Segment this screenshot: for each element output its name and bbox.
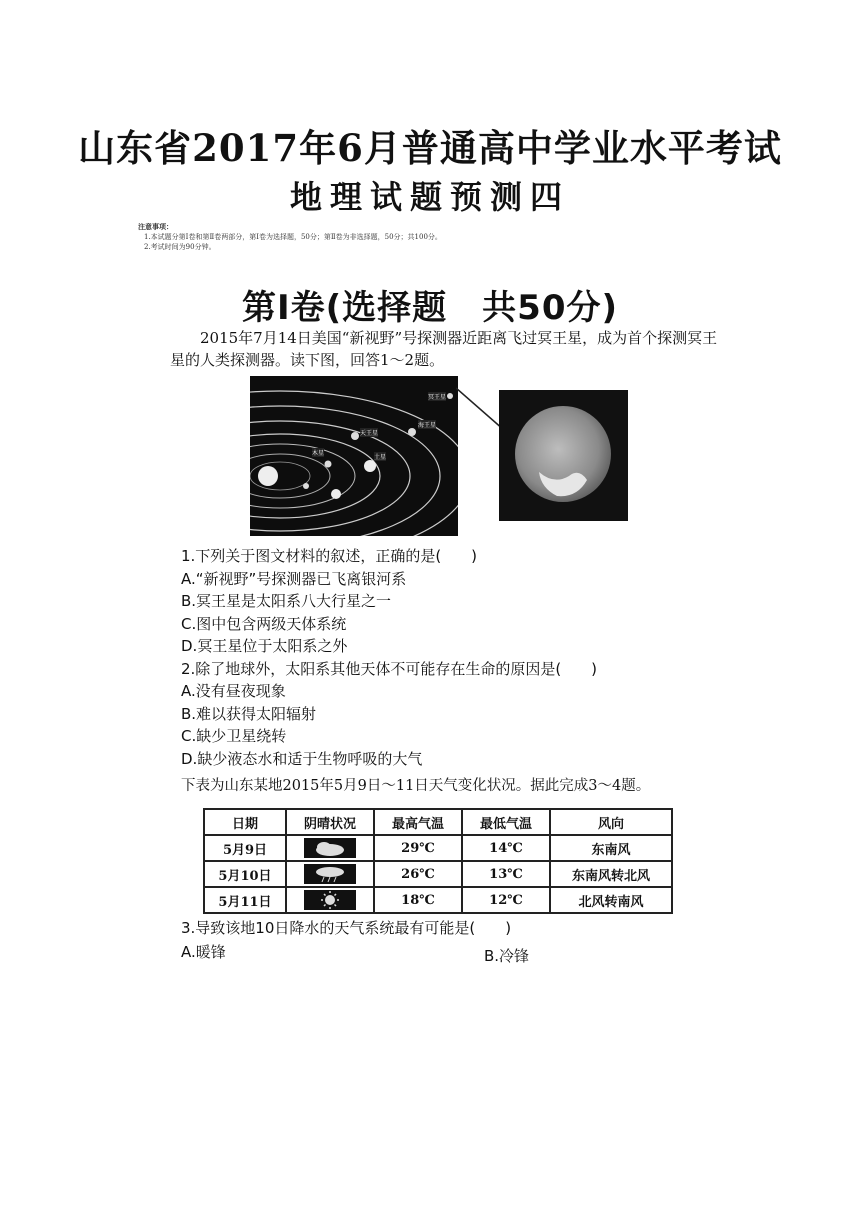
cell-high: 18℃ [374,887,462,913]
header-low: 最低气温 [462,809,550,835]
cloudy-icon [304,838,356,858]
header-date: 日期 [204,809,286,835]
cell-low: 12℃ [462,887,550,913]
pluto-photo [499,390,628,521]
cell-sky [286,887,374,913]
question-2-option-d: D.缺少液态水和适于生物呼吸的大气 [181,749,423,768]
question-3-stem: 3.导致该地10日降水的天气系统最有可能是( ) [181,919,512,937]
weather-table [203,808,673,914]
label-jupiter: 木星 [312,450,325,457]
header-sky: 阴晴状况 [286,809,374,835]
table-row [204,835,672,861]
question-1-option-a: A.“新视野”号探测器已飞离银河系 [181,569,407,588]
question-1-option-b: B.冥王星是太阳系八大行星之一 [181,592,392,610]
exam-subtitle: 地理试题预测四 [289,178,570,216]
question-2-option-c: C.缺少卫星绕转 [181,727,287,745]
cell-low: 14℃ [462,835,550,861]
intro-paragraph: 2015年7月14日美国“新视野”号探测器近距离飞过冥王星，成为首个探测冥王星的人类探测器。读下图，回答1～2题。 [170,329,718,369]
table-row [204,887,672,913]
notes-heading: 注意事项： [138,222,173,231]
question-2-option-a: A.没有昼夜现象 [181,682,286,700]
cell-date: 5月10日 [204,861,286,887]
cell-wind: 东南风 [550,835,672,861]
rain-icon [304,864,356,884]
section-title: 第Ⅰ卷(选择题 共50分) [241,288,619,328]
sunny-icon [304,890,356,910]
questions-block [181,545,597,770]
label-saturn: 土星 [374,454,387,461]
question-3-option-a: A.暖锋 [181,943,226,961]
cell-date: 5月11日 [204,887,286,913]
solar-system-figure [250,376,458,536]
label-uranus: 天王星 [360,430,379,437]
question-1-option-c: C.图中包含两级天体系统 [181,614,347,633]
question-3-option-b: B.冷锋 [484,947,530,965]
pluto-image [499,390,628,521]
notes-item-2: 2.考试时间为90分钟。 [144,243,216,251]
label-neptune: 海王星 [418,422,437,429]
header-wind: 风向 [550,809,672,835]
cell-low: 13℃ [462,861,550,887]
cell-sky [286,835,374,861]
exam-title: 山东省2017年6月普通高中学业水平考试 [78,126,782,170]
solar-system-diagram [250,376,458,536]
cell-wind: 东南风转北风 [550,861,672,887]
table-header-row [204,809,672,835]
question-1-option-d: D.冥王星位于太阳系之外 [181,637,348,655]
cell-sky [286,861,374,887]
label-pluto: 冥王星 [428,394,447,401]
notes-item-1: 1.本试题分第Ⅰ卷和第Ⅱ卷两部分，第Ⅰ卷为选择题，50分；第Ⅱ卷为非选择题，50分；共100分。 [144,233,442,241]
exam-notes [138,222,442,252]
question-2-stem: 2.除了地球外，太阳系其他天体不可能存在生命的原因是( ) [181,659,598,678]
cell-high: 26℃ [374,861,462,887]
cell-wind: 北风转南风 [550,887,672,913]
table-row [204,861,672,887]
cell-high: 29℃ [374,835,462,861]
header-high: 最高气温 [374,809,462,835]
cell-date: 5月9日 [204,835,286,861]
table-intro: 下表为山东某地2015年5月9日～11日天气变化状况。据此完成3～4题。 [181,778,651,794]
question-1-stem: 1.下列关于图文材料的叙述，正确的是( ) [181,547,478,565]
question-2-option-b: B.难以获得太阳辐射 [181,704,317,723]
